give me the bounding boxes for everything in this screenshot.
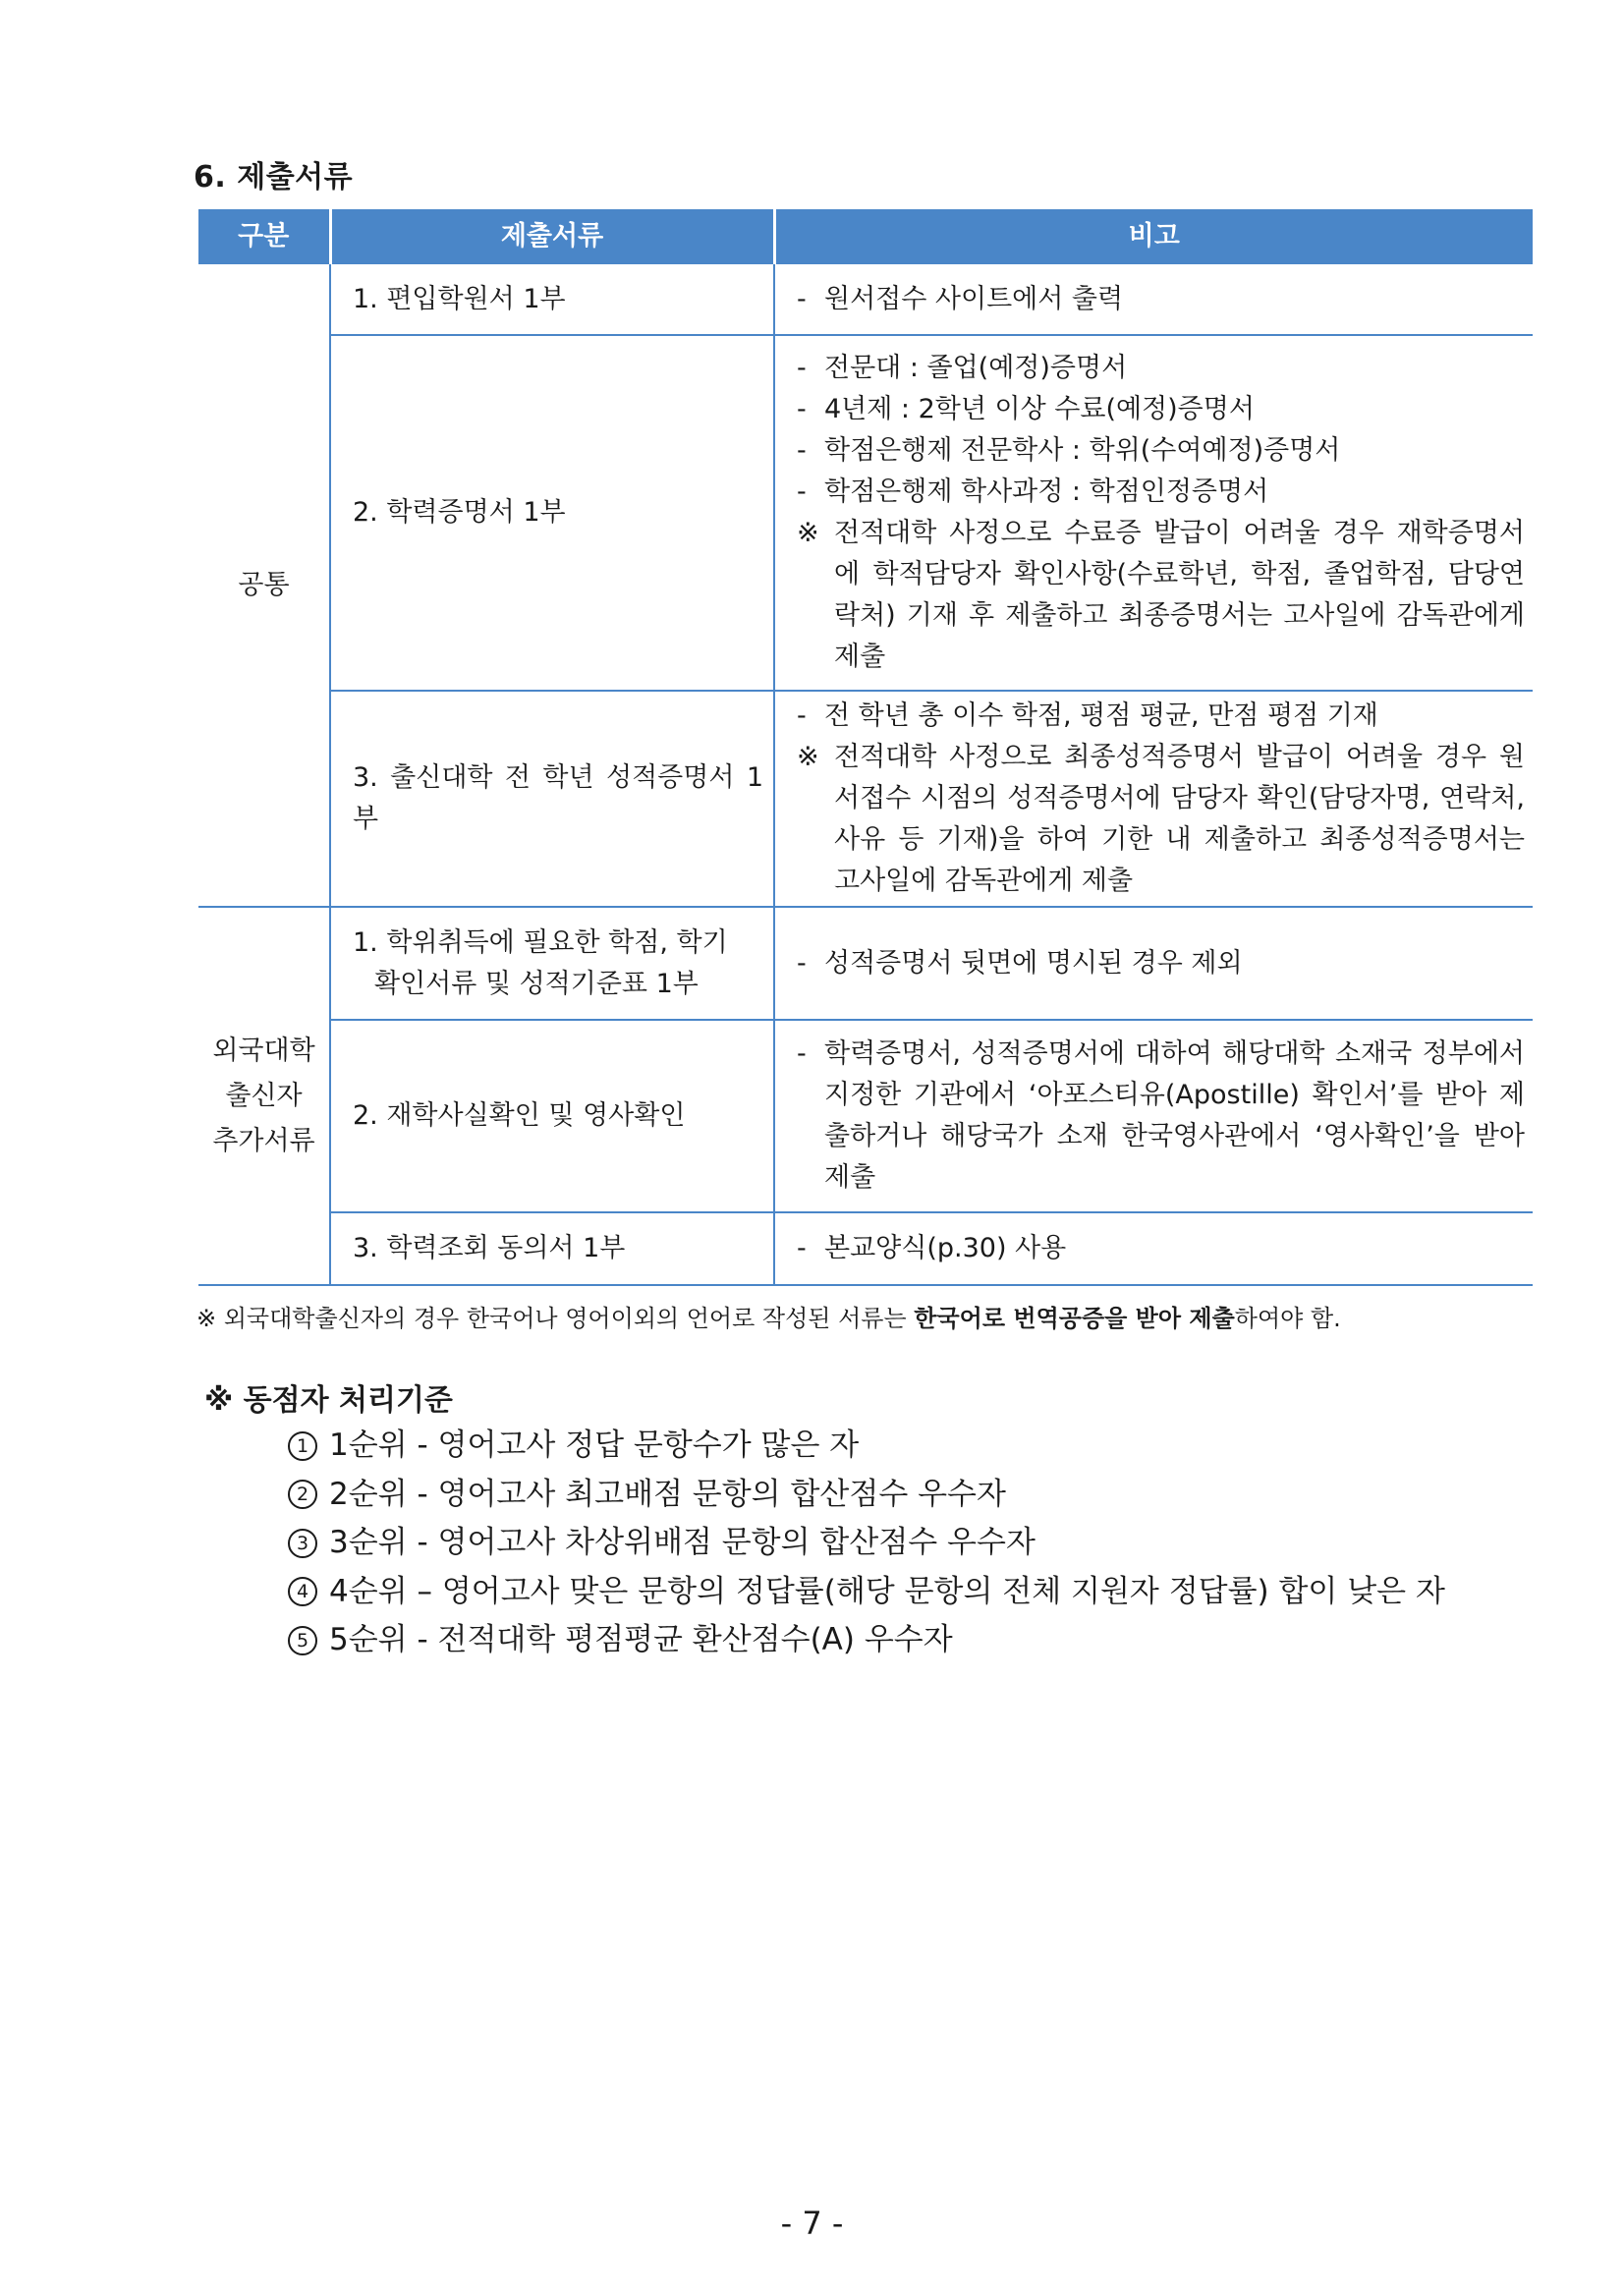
footnote-text: ※ 외국대학출신자의 경우 한국어나 영어이외의 언어로 작성된 서류는 <box>196 1305 915 1332</box>
tie-rule-text: 4순위 – 영어고사 맞은 문항의 정답률(해당 문항의 전체 지원자 정답률) 합이 낮은 자 <box>329 1573 1445 1609</box>
category-label: 추가서류 <box>212 1125 315 1156</box>
list-item <box>288 1422 1445 1471</box>
footnote-text-end: 하여야 함. <box>1234 1305 1341 1332</box>
remark-line: - 학력증명서, 성적증명서에 대하여 해당대학 소재국 정부에서 지정한 기관에서 ‘아포스티유(Apostille) 확인서’를 받아 제출하거나 해당국가 소재 한국영사관에서 ‘영사확인’을 받아 제출 <box>797 1038 1525 1193</box>
document-label: 3. 학력조회 동의서 1부 <box>353 1233 626 1263</box>
tie-rule-text: 1순위 - 영어고사 정답 문항수가 많은 자 <box>329 1428 860 1463</box>
list-item <box>288 1519 1445 1568</box>
page-number: - 7 - <box>780 2205 844 2242</box>
table-row <box>198 907 1533 1020</box>
circled-number-icon: 1 <box>288 1431 317 1461</box>
header-remarks: 비고 <box>774 209 1533 264</box>
remark-line: - 학점은행제 학사과정 : 학점인정증명서 <box>797 476 1269 507</box>
table-header-row <box>198 209 1533 264</box>
remark-line: - 원서접수 사이트에서 출력 <box>797 283 1124 314</box>
documents-table <box>198 209 1533 1286</box>
tie-rules-title: ※ 동점자 처리기준 <box>204 1383 453 1418</box>
list-item <box>288 1616 1445 1665</box>
tie-rule-text: 5순위 - 전적대학 평점평균 환산점수(A) 우수자 <box>329 1622 953 1657</box>
document-label: 2. 학력증명서 1부 <box>353 497 566 528</box>
table-row <box>198 1020 1533 1212</box>
list-item <box>288 1568 1445 1617</box>
remark-line: - 성적증명서 뒷면에 명시된 경우 제외 <box>797 947 1243 979</box>
category-label: 출신자 <box>225 1080 303 1111</box>
category-cell-common <box>198 264 330 907</box>
remark-cell <box>774 264 1533 335</box>
document-label-continued: 확인서류 및 성적기준표 1부 <box>374 968 699 999</box>
table-footnote <box>196 1299 1341 1333</box>
document-label: 3. 출신대학 전 학년 성적증명서 1부 <box>353 762 763 834</box>
remark-note: ※ 전적대학 사정으로 최종성적증명서 발급이 어려울 경우 원서접수 시점의 성적증명서에 담당자 확인(담당자명, 연락처, 사유 등 기재)을 하여 기한 내 제출하고 최종성적증명서는 고사일에 감독관에게 제출 <box>797 742 1525 896</box>
tie-rule-text: 2순위 - 영어고사 최고배점 문항의 합산점수 우수자 <box>329 1476 1006 1512</box>
remark-cell <box>774 907 1533 1020</box>
table-row <box>198 1212 1533 1285</box>
document-label: 2. 재학사실확인 및 영사확인 <box>353 1100 686 1131</box>
remark-line: - 전문대 : 졸업(예정)증명서 <box>797 353 1128 383</box>
circled-number-icon: 5 <box>288 1626 317 1655</box>
remark-cell <box>774 691 1533 907</box>
remark-note: ※ 전적대학 사정으로 수료증 발급이 어려울 경우 재학증명서에 학적담당자 확인사항(수료학년, 학점, 졸업학점, 담당연락처) 기재 후 제출하고 최종증명서는 고사일에 감독관에게 제출 <box>797 518 1525 672</box>
footnote-emphasis: 한국어로 번역공증을 받아 제출 <box>914 1305 1235 1332</box>
remark-cell <box>774 1020 1533 1212</box>
category-cell-foreign <box>198 907 330 1285</box>
tie-rule-text: 3순위 - 영어고사 차상위배점 문항의 합산점수 우수자 <box>329 1525 1036 1560</box>
circled-number-icon: 2 <box>288 1480 317 1509</box>
section-title: 6. 제출서류 <box>194 160 354 195</box>
remark-line: - 학점은행제 전문학사 : 학위(수여예정)증명서 <box>797 435 1341 466</box>
category-label: 공통 <box>238 569 290 600</box>
remark-line: - 본교양식(p.30) 사용 <box>797 1233 1067 1263</box>
document-cell <box>330 691 774 907</box>
circled-number-icon: 3 <box>288 1529 317 1558</box>
circled-number-icon: 4 <box>288 1577 317 1606</box>
document-cell <box>330 1212 774 1285</box>
table-row <box>198 691 1533 907</box>
list-item <box>288 1471 1445 1520</box>
document-cell <box>330 1020 774 1212</box>
remark-cell <box>774 1212 1533 1285</box>
tie-rules-list <box>288 1422 1445 1665</box>
document-label: 1. 학위취득에 필요한 학점, 학기 <box>353 926 728 958</box>
document-label: 1. 편입학원서 1부 <box>353 283 566 314</box>
category-label: 외국대학 <box>212 1035 315 1066</box>
document-cell <box>330 264 774 335</box>
header-documents: 제출서류 <box>330 209 774 264</box>
table-row <box>198 335 1533 691</box>
table-row <box>198 264 1533 335</box>
remark-cell <box>774 335 1533 691</box>
document-cell <box>330 335 774 691</box>
remark-line: - 4년제 : 2학년 이상 수료(예정)증명서 <box>797 394 1255 424</box>
remark-line: - 전 학년 총 이수 학점, 평점 평균, 만점 평점 기재 <box>797 700 1378 731</box>
header-category: 구분 <box>198 209 330 264</box>
document-cell <box>330 907 774 1020</box>
